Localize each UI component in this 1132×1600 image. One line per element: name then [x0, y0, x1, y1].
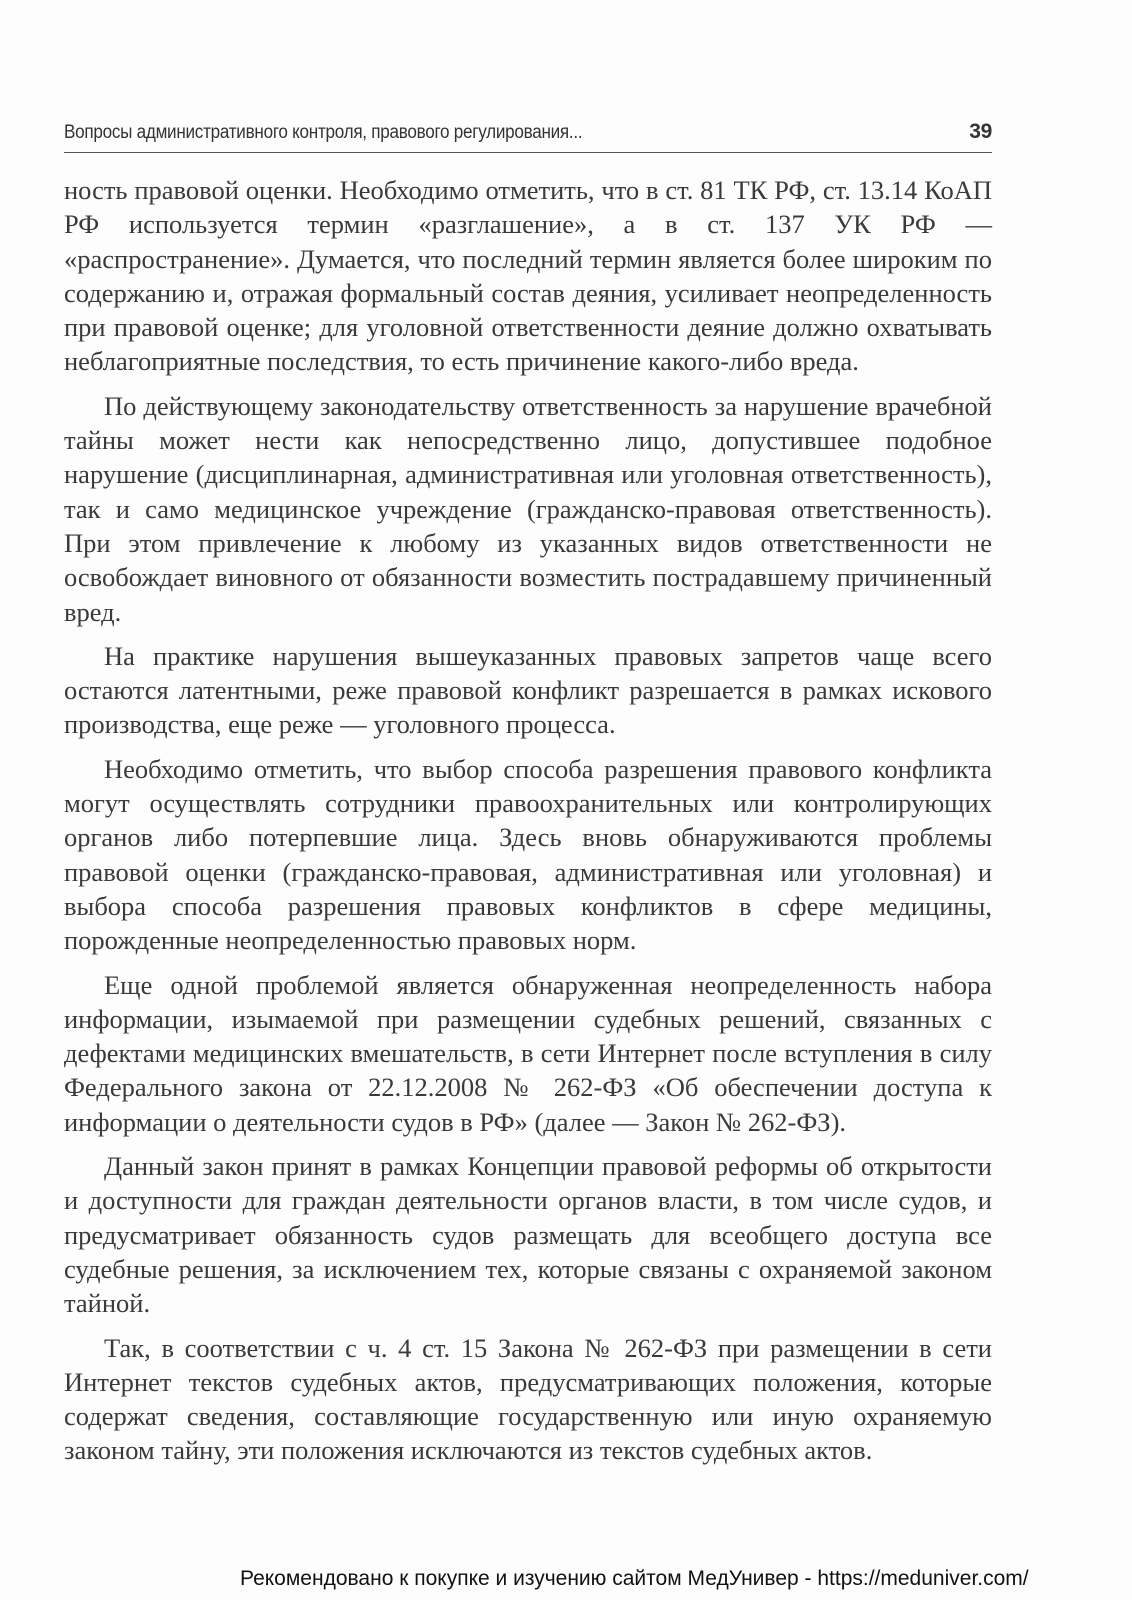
running-title: Вопросы административного контроля, правового регулирования...: [64, 122, 583, 143]
running-head: [64, 118, 992, 150]
footer-promo: Рекомендовано к покупке и изучению сайтом МедУнивер - https://meduniver.com/: [240, 1567, 1029, 1590]
paragraph: По действующему законодательству ответственность за нарушение врачебной тайны может нести как непосредственно лицо, допустившее подобное нарушение (дисциплинарная, административная или уголовная ответственность), так и само медицинское учреждение (гражданско-правовая ответственность). При этом привлечение к любому из указанных видов ответственности не освобождает виновного от обязанности возместить пострадавшему причиненный вред.: [64, 390, 992, 627]
header-rule: [64, 152, 992, 153]
paragraph: Еще одной проблемой является обнаруженная неопределенность набора информации, изымаемой при размещении судебных решений, связанных с дефектами медицинских вмешательств, в сети Интернет после вступления в силу Федерального закона от 22.12.2008 № 262-ФЗ «Об обеспечении доступа к информации о деятельности судов в РФ» (далее — Закон № 262-ФЗ).: [64, 969, 992, 1137]
paragraph: Необходимо отметить, что выбор способа разрешения правового конфликта могут осуществлять сотрудники правоохранительных или контролирующих органов либо потерпевшие лица. Здесь вновь обнаруживаются проблемы правовой оценки (гражданско-правовая, административная или уголовная) и выбора способа разрешения правовых конфликтов в сфере медицины, порожденные неопределенностью правовых норм.: [64, 753, 992, 956]
body-text: [64, 173, 992, 1478]
paragraph: На практике нарушения вышеуказанных правовых запретов чаще всего остаются латентными, реже правовой конфликт разрешается в рамках искового производства, еще реже — уголовного процесса.: [64, 640, 992, 740]
page-number: 39: [969, 120, 992, 143]
paragraph: Данный закон принят в рамках Концепции правовой реформы об открытости и доступности для граждан деятельности органов власти, в том числе судов, и предусматривает обязанность судов размещать для всеобщего доступа все судебные решения, за исключением тех, которые связаны с охраняемой законом тайной.: [64, 1151, 992, 1319]
paragraph: Так, в соответствии с ч. 4 ст. 15 Закона № 262-ФЗ при размещении в сети Интернет текстов судебных актов, предусматривающих положения, которые содержат сведения, составляющие государственную или иную охраняемую законом тайну, эти положения исключаются из текстов судебных актов.: [64, 1332, 992, 1466]
paragraph: ность правовой оценки. Необходимо отметить, что в ст. 81 ТК РФ, ст. 13.14 КоАП РФ используется термин «разглашение», а в ст. 137 УК РФ — «распространение». Думается, что последний термин является более широким по содержанию и, отражая формальный состав деяния, усиливает неопределенность при правовой оценке; для уголовной ответственности деяние должно охватывать неблагоприятные последствия, то есть причинение какого-либо вреда.: [64, 175, 992, 377]
